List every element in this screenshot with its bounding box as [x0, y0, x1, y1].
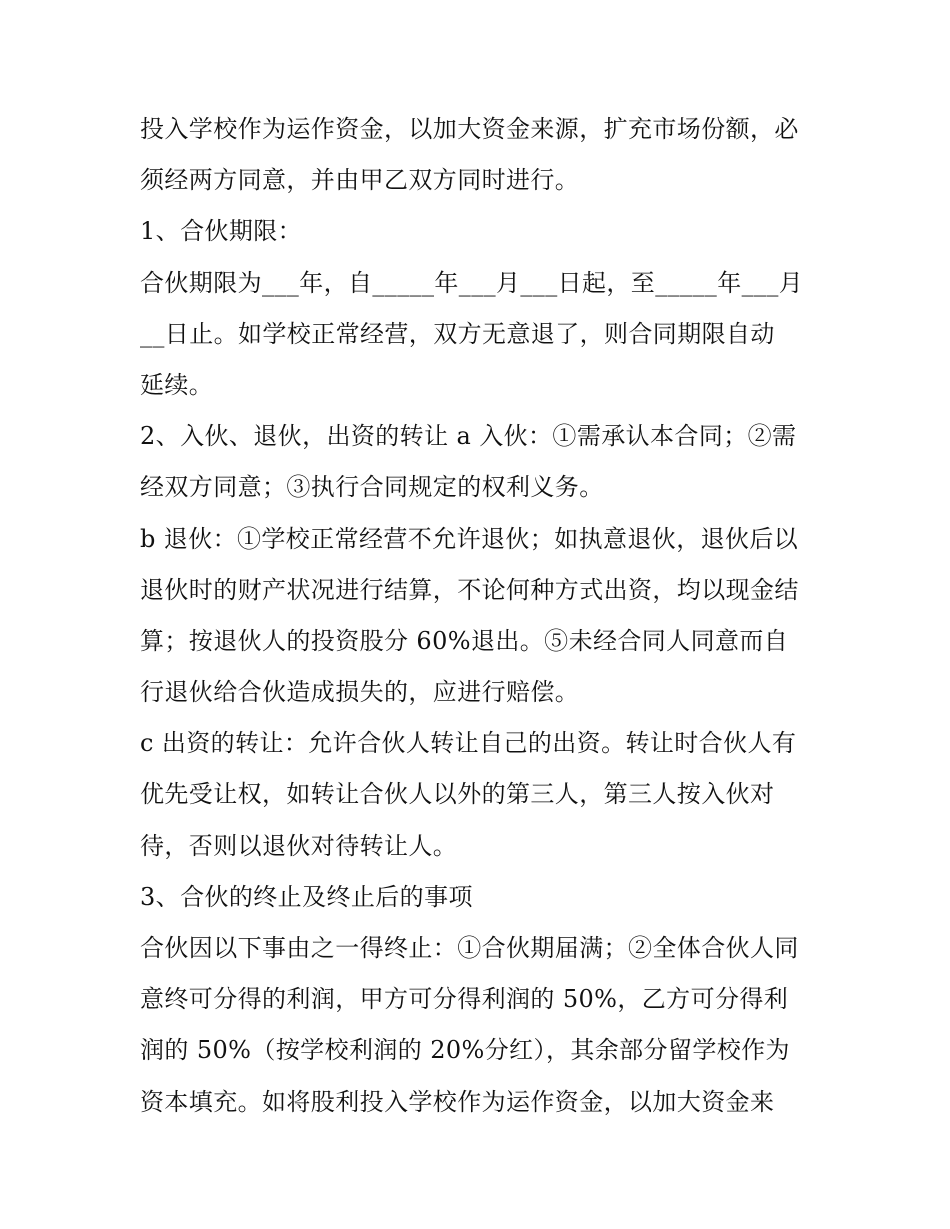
text-line: 须经两方同意，并由甲乙双方同时进行。 — [140, 166, 580, 195]
text-line: 合伙期限为___年，自_____年___月___日起，至_____年___月 — [140, 268, 804, 297]
document-body — [140, 104, 820, 1128]
text-line: b 退伙：①学校正常经营不允许退伙；如执意退伙，退伙后以 — [140, 524, 799, 553]
text-line: c 出资的转让：允许合伙人转让自己的出资。转让时合伙人有 — [140, 729, 797, 758]
text-line: 润的 50%（按学校利润的 20%分红），其余部分留学校作为 — [140, 1036, 790, 1065]
text-line: 经双方同意；③执行合同规定的权利义务。 — [140, 473, 604, 502]
text-line: 行退伙给合伙造成损失的，应进行赔偿。 — [140, 678, 580, 707]
section-heading-term: 1、合伙期限： — [140, 217, 303, 246]
section-heading-admission: 2、入伙、退伙，出资的转让 a 入伙：①需承认本合同；②需 — [140, 422, 797, 451]
text-line: 退伙时的财产状况进行结算，不论何种方式出资，均以现金结 — [140, 575, 799, 604]
text-line: 算；按退伙人的投资股分 60%退出。⑤未经合同人同意而自 — [140, 626, 789, 655]
text-line: 资本填充。如将股利投入学校作为运作资金，以加大资金来 — [140, 1087, 775, 1116]
text-line: 意终可分得的利润，甲方可分得利润的 50%，乙方可分得利 — [140, 985, 789, 1014]
text-line: 待，否则以退伙对待转让人。 — [140, 831, 458, 860]
text-line: 延续。 — [140, 370, 214, 399]
text-line: 投入学校作为运作资金，以加大资金来源，扩充市场份额，必 — [140, 115, 799, 143]
section-heading-termination: 3、合伙的终止及终止后的事项 — [140, 882, 473, 911]
text-line: 合伙因以下事由之一得终止：①合伙期届满；②全体合伙人同 — [140, 934, 799, 962]
text-line: __日止。如学校正常经营，双方无意退了，则合同期限自动 — [140, 319, 775, 348]
text-line: 优先受让权，如转让合伙人以外的第三人，第三人按入伙对 — [140, 780, 775, 809]
